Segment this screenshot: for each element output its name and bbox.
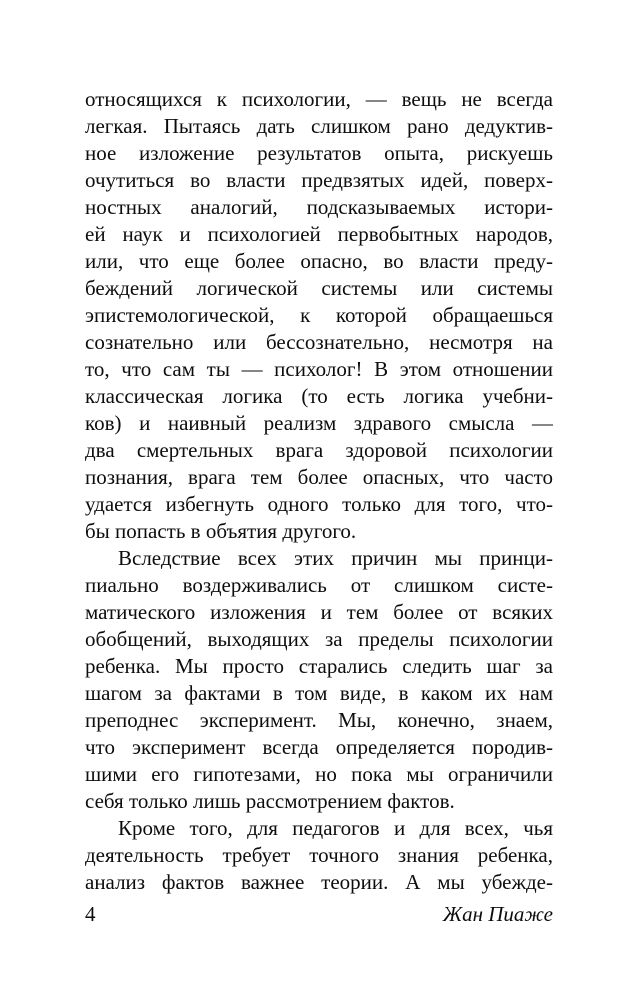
text-line: преподнес эксперимент. Мы, конечно, знаем,	[85, 708, 553, 732]
paragraph	[85, 815, 553, 896]
text-line: бы попасть в объятия другого.	[85, 519, 357, 543]
text-line: себя только лишь рассмотрением фактов.	[85, 789, 455, 813]
text-line: познания, врага тем более опасных, что часто	[85, 465, 553, 489]
text-line: матического изложения и тем более от всяких	[85, 600, 553, 624]
text-line: Кроме того, для педагогов и для всех, чья	[118, 816, 553, 840]
text-line: беждений логической системы или системы	[85, 276, 553, 300]
text-line: два смертельных врага здоровой психологии	[85, 438, 553, 462]
text-line: шими его гипотезами, но пока мы ограничили	[85, 762, 553, 786]
author-name: Жан Пиаже	[442, 902, 553, 926]
text-line: ей наук и психологией первобытных народов,	[85, 222, 553, 246]
page-footer	[85, 901, 553, 928]
text-line: деятельность требует точного знания ребенка,	[85, 843, 553, 867]
text-line: сознательно или бессознательно, несмотря на	[85, 330, 553, 354]
text-line: анализ фактов важнее теории. А мы убежде-	[85, 870, 553, 894]
text-line: относящихся к психологии, — вещь не всегда	[85, 87, 553, 111]
text-line: ребенка. Мы просто старались следить шаг за	[85, 654, 553, 678]
text-line: Вследствие всех этих причин мы принци-	[118, 546, 553, 570]
text-line: классическая логика (то есть логика учебни-	[85, 384, 553, 408]
text-line: легкая. Пытаясь дать слишком рано дедуктив-	[85, 114, 553, 138]
text-line: ностных аналогий, подсказываемых истори-	[85, 195, 553, 219]
text-line: то, что сам ты — психолог! В этом отношении	[85, 357, 553, 381]
text-line: ное изложение результатов опыта, рискуешь	[85, 141, 553, 165]
page-text	[85, 86, 553, 896]
text-line: пиально воздерживались от слишком систе-	[85, 573, 553, 597]
text-line: эпистемологической, к которой обращаешься	[85, 303, 553, 327]
text-line: очутиться во власти предвзятых идей, поверх-	[85, 168, 553, 192]
text-line: удается избегнуть одного только для того, что-	[85, 492, 553, 516]
paragraph	[85, 86, 553, 545]
text-line: обобщений, выходящих за пределы психологии	[85, 627, 553, 651]
text-line: шагом за фактами в том виде, в каком их нам	[85, 681, 553, 705]
paragraph	[85, 545, 553, 815]
text-line: что эксперимент всегда определяется породив-	[85, 735, 553, 759]
text-line: ков) и наивный реализм здравого смысла —	[85, 411, 553, 435]
text-line: или, что еще более опасно, во власти преду-	[85, 249, 553, 273]
page-number: 4	[85, 902, 96, 926]
